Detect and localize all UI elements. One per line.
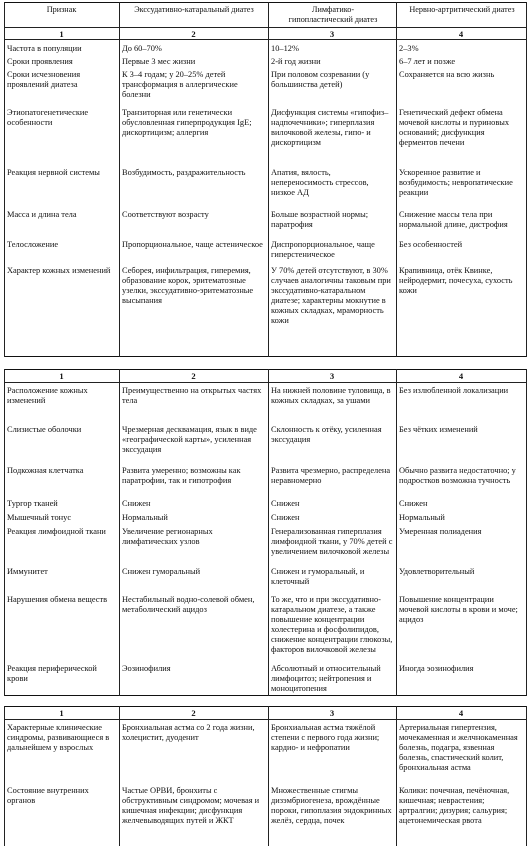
column-number: 3 [329,708,335,718]
row-feature: Масса и длина тела [7,210,77,219]
column-number: 3 [329,29,335,39]
row-lymphatic: Снижен [271,499,300,508]
row-lymphatic: На нижней половине туловища, в кожных складках, за ушами [271,386,391,405]
row-neuro-arthritic: Удовлетворительный [399,567,475,576]
row-lymphatic: 10–12% [271,44,299,53]
row-exudative: Возбудимость, раздражительность [122,168,246,177]
row-neuro-arthritic: 2–3% [399,44,419,53]
row-exudative: Частые ОРВИ, бронхиты с обструктивным синдромом; мочевая и кишечная инфекции; дисфункция желчевыводящих путей и ЖКТ [122,786,260,825]
column-number: 2 [191,29,196,39]
row-lymphatic: Дисфункция системы «гипофиз–надпочечники»; гиперплазия вилочковой железы, гипо- и дискортицизм [271,108,389,147]
table-segment-2 [4,369,527,696]
row-feature: Мышечный тонус [7,513,72,522]
row-lymphatic: Множественные стигмы дизэмбриогенеза, врождённые пороки, гипоплазия эндокринных желёз, сердца, почек [271,786,392,825]
row-neuro-arthritic: Иногда эозинофилия [399,664,474,673]
row-feature: Сроки исчезновения проявлений диатеза [7,70,81,89]
column-number: 2 [191,371,196,381]
header-exudative: Экссудативно-катаральный диатез [134,5,254,14]
row-neuro-arthritic: Колики: почечная, печёночная, кишечная; невраcтения; артралгии; дизурия; сальурия; ацетонемическая рвота [399,786,510,825]
row-neuro-arthritic: Снижен [399,499,428,508]
row-feature: Телосложение [7,240,59,249]
row-feature: Этиопатогенетические особенности [7,108,89,127]
row-exudative: Эозинофилия [122,664,171,673]
row-exudative: Снижен гуморальный [122,567,201,576]
row-lymphatic: Больше возрастной нормы; паратрофия [271,210,369,229]
row-exudative: Увеличение регионарных лимфатических узлов [122,527,213,546]
row-exudative: До 60–70% [122,44,162,53]
row-feature: Расположение кожных изменений [7,386,88,405]
row-exudative: Бронхиальная астма со 2 года жизни, холецистит, дуоденит [122,723,255,742]
row-feature: Нарушения обмена веществ [7,595,108,604]
header-lymphatic: Лимфатико-гипопластический диатез [288,5,378,24]
column-number: 3 [329,371,335,381]
row-feature: Реакция лимфоидной ткани [7,527,106,536]
row-exudative: Нестабильный водно-солевой обмен, метаболический ацидоз [122,595,255,614]
row-exudative: Чрезмерная десквамация, язык в виде «географической карты», усиленная экссудация [122,425,257,454]
row-exudative: Первые 3 мес жизни [122,57,196,66]
table-segment-1 [4,2,527,357]
row-feature: Сроки проявления [7,57,73,66]
row-lymphatic: Абсолютный и относительный лимфоцитоз; нейтропения и моноцитопения [271,664,381,693]
row-lymphatic: То же, что и при экссудативно-катаральном диатезе, а также повышение концентрации холестерина и фосфолипидов, снижение концентрации глюкозы, факторов вилочковой железы [271,595,393,654]
row-feature: Состояние внутренних органов [7,786,89,805]
header-feature: Признак [46,5,77,14]
row-lymphatic: Диспропорциональное, чаще гиперстеническое [271,240,375,259]
row-feature: Иммунитет [7,567,48,576]
row-lymphatic: У 70% детей отсутствуют, в 30% случаев аналогичны таковым при экссудативно-катаральном диатезе; характерны мокнутие в кожных складках, мраморность кожи [271,266,391,325]
row-neuro-arthritic: Умеренная полиадения [399,527,482,536]
row-feature: Реакция нервной системы [7,168,100,177]
column-number: 2 [191,708,196,718]
row-lymphatic: Склонность к отёку, усиленная экссудация [271,425,382,444]
row-lymphatic: Развита чрезмерно, распределена неравномерно [271,466,391,485]
row-lymphatic: Генерализованная гиперплазия лимфоидной ткани, у 70% детей с увеличением вилочковой железы [271,527,393,556]
row-lymphatic: Апатия, вялость, непереносимость стрессов, низкое АД [271,168,369,197]
row-neuro-arthritic: Крапивница, отёк Квинке, нейродермит, почесуха, сухость кожи [399,266,513,295]
row-feature: Слизистые оболочки [7,425,82,434]
row-lymphatic: 2-й год жизни [271,57,321,66]
row-exudative: Снижен [122,499,151,508]
row-feature: Характерные клинические синдромы, развивающиеся в дальнейшем у взрослых [7,723,110,752]
row-lymphatic: При половом созревании (у большинства детей) [271,70,370,89]
row-exudative: Транзиторная или генетически обусловленная гиперпродукция IgE; дискортицизм; аллергия [122,108,252,137]
row-feature: Частота в популяции [7,44,82,53]
column-number: 4 [458,708,464,718]
row-lymphatic: Снижен [271,513,300,522]
column-number: 1 [59,29,64,39]
header-neuro-arthritic: Нервно-артритический диатез [409,5,515,14]
row-neuro-arthritic: Без особенностей [399,240,463,249]
row-neuro-arthritic: Снижение массы тела при нормальной длине, дистрофия [399,210,508,229]
row-exudative: Нормальный [122,513,168,522]
row-neuro-arthritic: Без чётких изменений [399,425,478,434]
column-number: 1 [59,708,64,718]
row-exudative: К 3–4 годам; у 20–25% детей трансформация в аллергические болезни [122,70,238,99]
row-exudative: Себорея, инфильтрация, гиперемия, образование корок, эритематозные узелки, экссудативно-эритематозные высыпания [122,266,254,305]
diathesis-table [4,2,527,846]
column-number: 4 [458,371,464,381]
row-neuro-arthritic: Генетический дефект обмена мочевой кислоты и пуриновых оснований; дисфункция ферментов печени [399,108,510,147]
row-feature: Характер кожных изменений [7,266,111,275]
row-exudative: Пропорциональное, чаще астеническое [122,240,263,249]
row-neuro-arthritic: Артериальная гипертензия, мочекаменная и желчнокаменная болезнь, подагра, язвенная болезнь, спастический колит, бронхиальная астма [399,723,518,772]
row-feature: Тургор тканей [7,499,58,508]
row-neuro-arthritic: Сохраняется на всю жизнь [399,70,495,79]
row-neuro-arthritic: Нормальный [399,513,445,522]
row-neuro-arthritic: Повышение концентрации мочевой кислоты в крови и моче; ацидоз [399,595,518,624]
row-exudative: Развита умеренно; возможны как паратрофии, так и гипотрофия [122,466,241,485]
row-feature: Подкожная клетчатка [7,466,84,475]
table-segment-3 [4,706,527,846]
row-neuro-arthritic: 6–7 лет и позже [399,57,456,66]
row-lymphatic: Снижен и гуморальный, и клеточный [271,567,365,586]
row-exudative: Соответствуют возрасту [122,210,209,219]
row-lymphatic: Бронхиальная астма тяжёлой степени с первого года жизни; кардио- и нефропатии [271,723,380,752]
column-number: 1 [59,371,64,381]
row-feature: Реакция периферической крови [7,664,97,683]
row-neuro-arthritic: Обычно развита недостаточно; у подростков возможна тучность [399,466,516,485]
row-neuro-arthritic: Ускоренное развитие и возбудимость; невропатические реакции [399,168,513,197]
column-number: 4 [458,29,464,39]
row-neuro-arthritic: Без излюбленной локализации [399,386,509,395]
row-exudative: Преимущественно на открытых частях тела [122,386,262,405]
